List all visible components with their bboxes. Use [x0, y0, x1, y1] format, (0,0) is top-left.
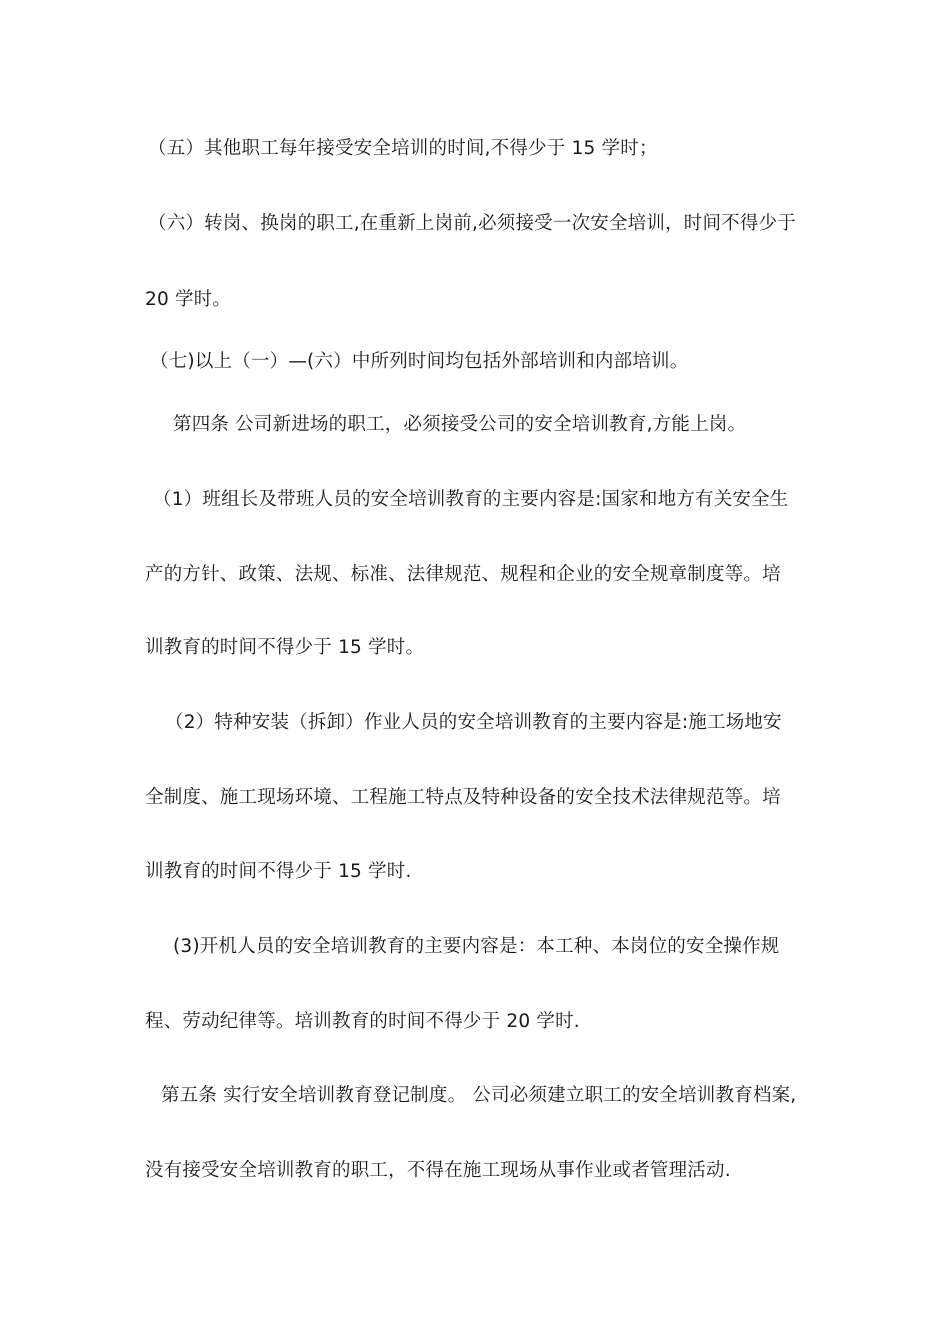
text-line-12: (3)开机人员的安全培训教育的主要内容是：本工种、本岗位的安全操作规 — [173, 936, 780, 957]
text-line-14: 第五条 实行安全培训教育登记制度。 公司必须建立职工的安全培训教育档案, — [161, 1085, 797, 1106]
text-line-8: 训教育的时间不得少于 15 学时。 — [145, 637, 425, 658]
text-line-10: 全制度、施工现场环境、工程施工特点及特种设备的安全技术法律规范等。培 — [145, 787, 781, 808]
text-line-3: 20 学时。 — [145, 289, 232, 310]
text-line-5: 第四条 公司新进场的职工，必须接受公司的安全培训教育,方能上岗。 — [173, 414, 747, 435]
text-line-7: 产的方针、政策、法规、标准、法律规范、规程和企业的安全规章制度等。培 — [145, 564, 781, 585]
text-line-11: 训教育的时间不得少于 15 学时. — [145, 861, 412, 882]
text-line-4: （七)以上（一）—(六）中所列时间均包括外部培训和内部培训。 — [150, 351, 689, 372]
text-line-15: 没有接受安全培训教育的职工，不得在施工现场从事作业或者管理活动. — [145, 1160, 731, 1181]
text-line-1: （五）其他职工每年接受安全培训的时间,不得少于 15 学时； — [148, 138, 658, 159]
text-line-6: （1）班组长及带班人员的安全培训教育的主要内容是:国家和地方有关安全生 — [153, 489, 789, 510]
text-line-9: （2）特种安装（拆卸）作业人员的安全培训教育的主要内容是:施工场地安 — [165, 712, 782, 733]
text-line-13: 程、劳动纪律等。培训教育的时间不得少于 20 学时. — [145, 1011, 580, 1032]
text-line-2: （六）转岗、换岗的职工,在重新上岗前,必须接受一次安全培训，时间不得少于 — [148, 213, 796, 234]
